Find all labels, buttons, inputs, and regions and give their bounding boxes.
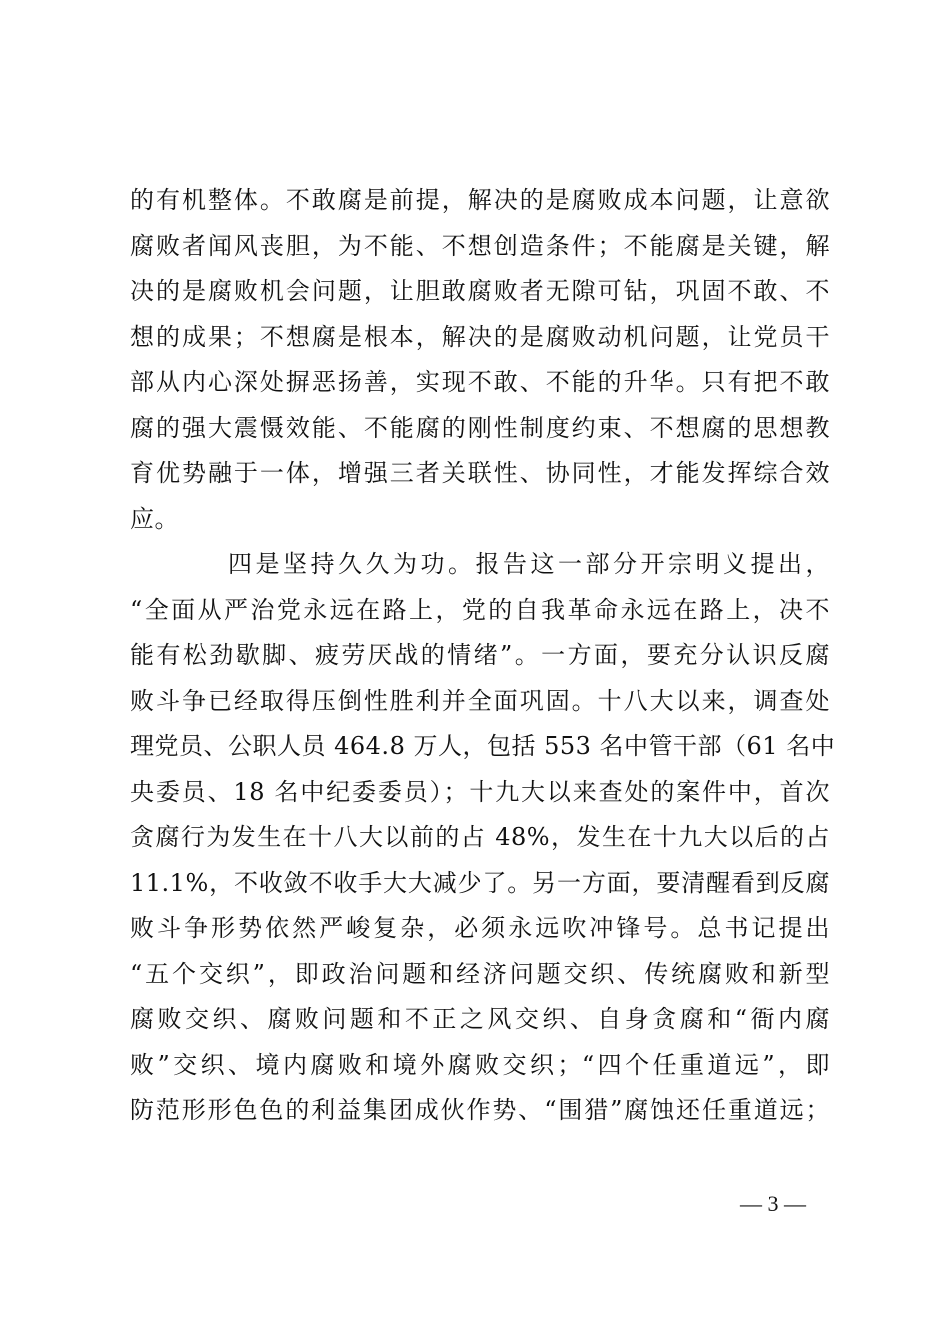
paragraph-2-line: 理党员、公职人员 464.8 万人，包括 553 名中管干部（61 名中 (130, 732, 836, 760)
paragraph-1-line: 应。 (130, 504, 179, 533)
paragraph-1-line: 决的是腐败机会问题，让胆敢腐败者无隙可钻，巩固不敢、不 (130, 277, 830, 305)
paragraph-2-line: 11.1%，不收敛不收手大大减少了。另一方面，要清醒看到反腐 (130, 868, 830, 897)
paragraph-2-line: 腐败交织、腐败问题和不正之风交织、自身贪腐和“衙内腐 (130, 1005, 830, 1033)
paragraph-1-line: 腐败者闻风丧胆，为不能、不想创造条件；不能腐是关键，解 (130, 231, 830, 260)
paragraph-1-line: 育优势融于一体，增强三者关联性、协同性，才能发挥综合效 (130, 459, 830, 487)
paragraph-2-line: “五个交织”，即政治问题和经济问题交织、传统腐败和新型 (130, 959, 830, 988)
paragraph-1-line: 想的成果；不想腐是根本，解决的是腐败动机问题，让党员干 (130, 322, 830, 351)
paragraph-2-line: 能有松劲歇脚、疲劳厌战的情绪”。一方面，要充分认识反腐 (130, 641, 830, 669)
paragraph-1-line: 的有机整体。不敢腐是前提，解决的是腐败成本问题，让意欲 (130, 186, 830, 214)
paragraph-1-line: 部从内心深处摒恶扬善，实现不敢、不能的升华。只有把不敢 (130, 368, 830, 396)
paragraph-2-line: 败斗争已经取得压倒性胜利并全面巩固。十八大以来，调查处 (130, 686, 830, 715)
paragraph-2-line: 败斗争形势依然严峻复杂，必须永远吹冲锋号。总书记提出 (130, 914, 830, 942)
paragraph-2-line: 央委员、18 名中纪委委员）；十九大以来查处的案件中，首次 (130, 777, 830, 806)
paragraph-2-line: “全面从严治党永远在路上，党的自我革命永远在路上，决不 (130, 595, 830, 624)
body-text (130, 178, 836, 1134)
paragraph-2-line: 败”交织、境内腐败和境外腐败交织；“四个任重道远”，即 (130, 1050, 830, 1079)
paragraph-2-line: 贪腐行为发生在十八大以前的占 48%，发生在十九大以后的占 (130, 823, 830, 851)
paragraph-1-line: 腐的强大震慑效能、不能腐的刚性制度约束、不想腐的思想教 (130, 413, 830, 442)
paragraph-2-line: 四是坚持久久为功。报告这一部分开宗明义提出， (228, 550, 830, 578)
page-number: — 3 — (740, 1191, 806, 1216)
paragraph-2-line: 防范形形色色的利益集团成伙作势、“围猎”腐蚀还任重道远； (130, 1096, 830, 1124)
